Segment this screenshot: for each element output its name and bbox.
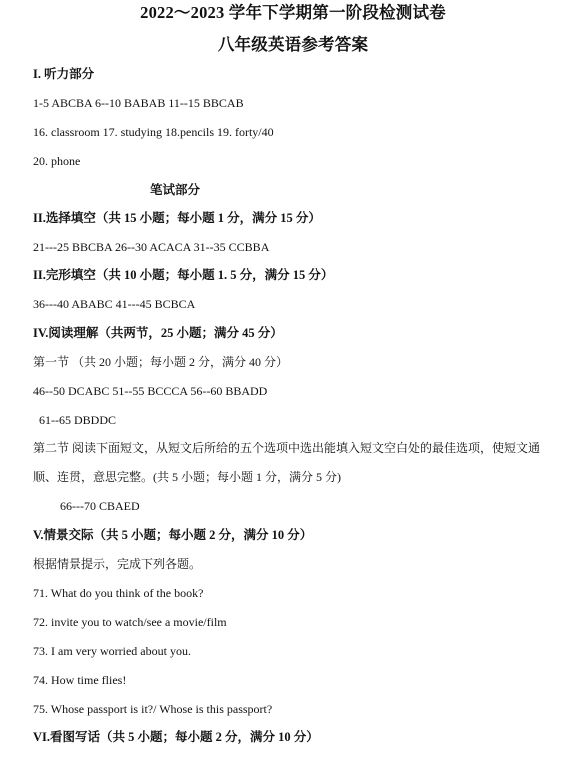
document-subtitle: 八年级英语参考答案 xyxy=(217,35,369,54)
section-4-answers-1: 46--50 DCABC 51--55 BCCCA 56--60 BBADD xyxy=(33,384,268,398)
section-6-heading: VI.看图写话（共 5 小题；每小题 2 分，满分 10 分） xyxy=(33,730,319,744)
listening-heading: I. 听力部分 xyxy=(33,67,95,81)
answer-74: 74. How time flies! xyxy=(33,673,127,687)
listening-answers-3: 20. phone xyxy=(33,154,81,168)
section-4-answers-3: 66---70 CBAED xyxy=(60,499,140,513)
answer-73: 73. I am very worried about you. xyxy=(33,644,191,658)
answer-75: 75. Whose passport is it?/ Whose is this passport? xyxy=(33,702,273,716)
document-title: 2022～2023 学年下学期第一阶段检测试卷 xyxy=(140,3,446,22)
section-5-heading: V.情景交际（共 5 小题；每小题 2 分，满分 10 分） xyxy=(33,528,313,542)
section-4-part-2: 第二节 阅读下面短文，从短文后所给的五个选项中选出能填入短文空白处的最佳选项，使短文通顺、连贯，意思完整。(共 5 小题；每小题 1 分，满分 5 分) xyxy=(33,441,541,484)
listening-answers-2: 16. classroom 17. studying 18.pencils 19. forty/40 xyxy=(33,125,274,139)
section-2-heading: II.选择填空（共 15 小题；每小题 1 分，满分 15 分） xyxy=(33,211,321,225)
section-2-answers: 21---25 BBCBA 26--30 ACACA 31--35 CCBBA xyxy=(33,240,270,254)
answer-72: 72. invite you to watch/see a movie/film xyxy=(33,615,227,629)
section-4-heading: IV.阅读理解（共两节，25 小题；满分 45 分） xyxy=(33,326,283,340)
section-4-answers-2: 61--65 DBDDC xyxy=(39,413,116,427)
written-heading: 笔试部分 xyxy=(150,183,201,197)
answer-71: 71. What do you think of the book? xyxy=(33,586,204,600)
section-3-heading: II.完形填空（共 10 小题；每小题 1. 5 分，满分 15 分） xyxy=(33,268,334,282)
section-3-answers: 36---40 ABABC 41---45 BCBCA xyxy=(33,297,196,311)
section-5-instruction: 根据情景提示，完成下列各题。 xyxy=(33,557,202,571)
section-4-part-1: 第一节 （共 20 小题；每小题 2 分，满分 40 分） xyxy=(33,355,289,369)
listening-answers-1: 1-5 ABCBA 6--10 BABAB 11--15 BBCAB xyxy=(33,96,244,110)
